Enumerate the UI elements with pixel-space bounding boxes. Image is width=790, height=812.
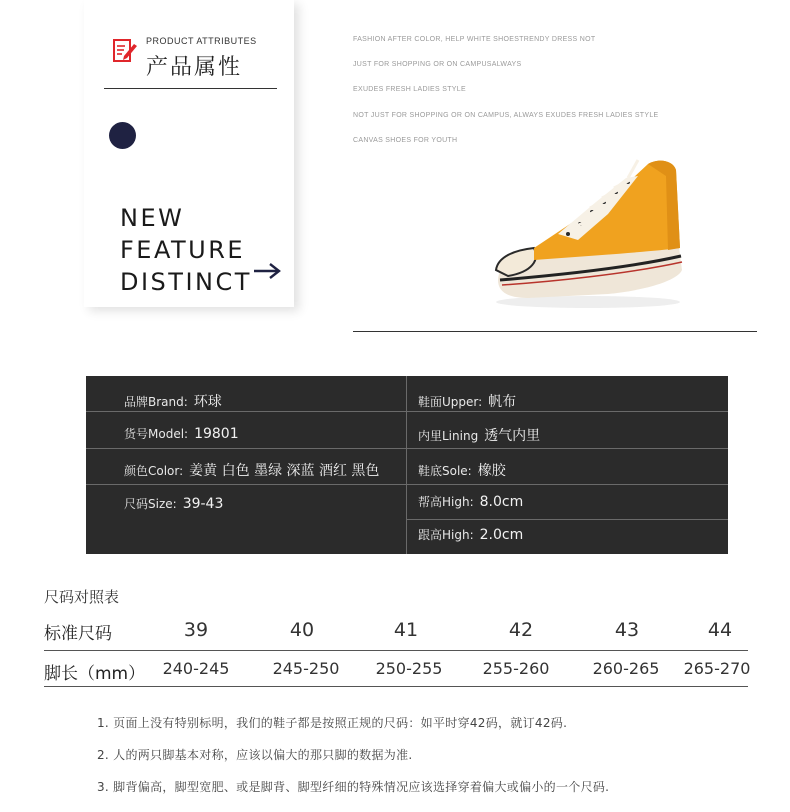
size-value: 40 — [289, 619, 315, 641]
spec-upper — [418, 391, 516, 411]
length-value: 240-245 — [162, 659, 230, 678]
size-row-label: 标准尺码 — [44, 624, 112, 644]
spec-key: 鞋底Sole: — [418, 464, 472, 478]
spec-table — [86, 376, 728, 554]
spec-sole — [418, 460, 506, 480]
tagline-2: JUST FOR SHOPPING OR ON CAMPUSALWAYS — [353, 61, 522, 68]
size-value: 42 — [508, 619, 534, 641]
spec-value: 2.0cm — [479, 527, 524, 543]
spec-value: 19801 — [194, 426, 239, 442]
spec-color — [124, 460, 379, 480]
spec-value: 橡胶 — [477, 463, 506, 479]
image-divider — [353, 331, 757, 332]
length-value: 255-260 — [482, 659, 550, 678]
spec-heel-height — [418, 526, 523, 543]
spec-value: 透气内里 — [484, 428, 541, 444]
size-row-foot-length — [0, 659, 790, 683]
length-value: 245-250 — [272, 659, 340, 678]
spec-key: 内里Lining — [418, 429, 479, 443]
spec-key: 帮高High: — [418, 495, 474, 509]
tagline-3: EXUDES FRESH LADIES STYLE — [353, 86, 466, 93]
note-1: 1. 页面上没有特别标明，我们的鞋子都是按照正规的尺码：如平时穿42码，就订42码. — [97, 716, 568, 730]
headline-line-1: NEW — [120, 204, 185, 232]
size-row-standard — [0, 619, 790, 643]
attributes-divider — [104, 88, 277, 89]
spec-key: 跟高High: — [418, 528, 474, 542]
note-3: 3. 脚背偏高，脚型宽肥、或是脚背、脚型纤细的特殊情况应该选择穿着偏大或偏小的一个尺码. — [97, 780, 610, 794]
note-2: 2. 人的两只脚基本对称，应该以偏大的那只脚的数据为准. — [97, 748, 413, 762]
size-chart-divider — [44, 650, 748, 651]
spec-value: 环球 — [193, 394, 222, 410]
tagline-1: FASHION AFTER COLOR, HELP WHITE SHOESTRENDY DRESS NOT — [353, 36, 596, 43]
headline-line-3: DISTINCT — [120, 268, 252, 296]
spec-row-divider — [86, 448, 728, 449]
length-value: 250-255 — [375, 659, 443, 678]
attributes-title-cn: 产品属性 — [146, 55, 243, 80]
document-pen-icon — [112, 38, 138, 64]
spec-row-divider — [406, 519, 728, 520]
spec-key: 尺码Size: — [124, 497, 177, 511]
arrow-right-icon — [252, 262, 282, 280]
spec-value: 姜黄 白色 墨绿 深蓝 酒红 黑色 — [189, 463, 380, 479]
size-value: 44 — [707, 619, 733, 641]
tagline-4: NOT JUST FOR SHOPPING OR ON CAMPUS, ALWAYS EXUDES FRESH LADIES STYLE — [353, 112, 659, 119]
size-value: 39 — [183, 619, 209, 641]
spec-value: 帆布 — [488, 394, 517, 410]
spec-key: 货号Model: — [124, 427, 189, 441]
spec-row-divider — [86, 411, 728, 412]
spec-key: 品牌Brand: — [124, 395, 188, 409]
high-top-canvas-shoe-icon — [488, 152, 688, 312]
headline-line-2: FEATURE — [120, 236, 246, 264]
size-chart-title: 尺码对照表 — [44, 588, 120, 606]
spec-lining — [418, 425, 540, 445]
size-row-label: 脚长（mm） — [44, 664, 146, 684]
length-value: 260-265 — [592, 659, 660, 678]
headline — [120, 202, 252, 298]
spec-key: 颜色Color: — [124, 464, 184, 478]
attributes-title-en: PRODUCT ATTRIBUTES — [146, 36, 257, 46]
tagline-5: CANVAS SHOES FOR YOUTH — [353, 137, 458, 144]
spec-value: 39-43 — [182, 496, 224, 512]
spec-brand — [124, 391, 222, 411]
spec-model — [124, 425, 239, 442]
size-chart-divider — [44, 686, 748, 687]
spec-upper-height — [418, 493, 523, 510]
spec-key: 鞋面Upper: — [418, 395, 483, 409]
spec-column-divider — [406, 376, 407, 554]
spec-row-divider — [86, 484, 728, 485]
length-value: 265-270 — [683, 659, 751, 678]
spec-size — [124, 495, 223, 512]
size-value: 41 — [393, 619, 419, 641]
navy-dot-icon — [109, 122, 136, 149]
size-value: 43 — [614, 619, 640, 641]
spec-value: 8.0cm — [479, 494, 524, 510]
